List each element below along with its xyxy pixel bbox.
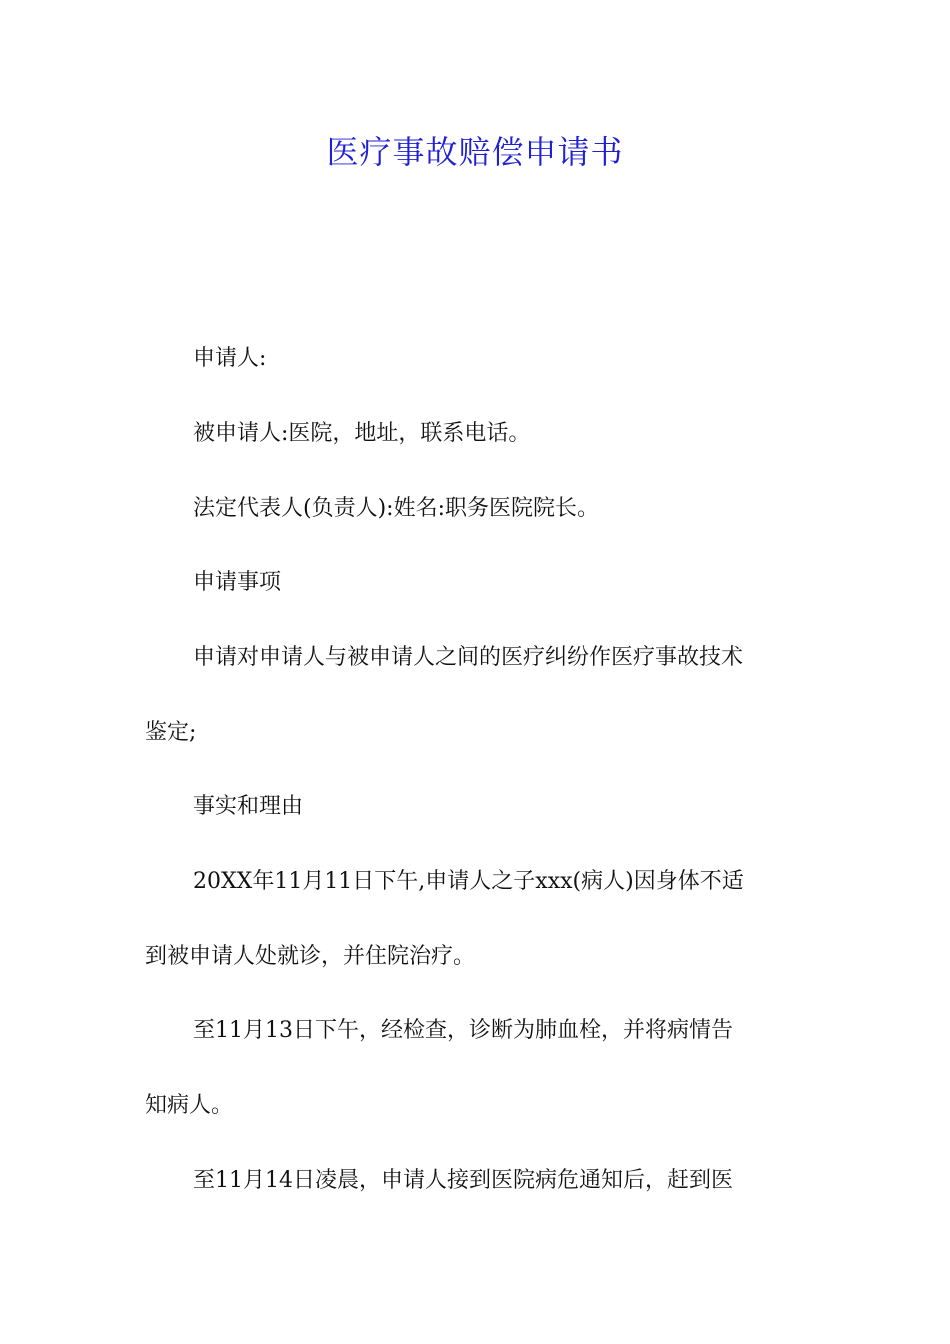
applicant-line: 申请人: [193, 346, 267, 371]
paragraph-line: 知病人。 [145, 1093, 234, 1118]
paragraph-line: 20XX年11月11日下午,申请人之子xxx(病人)因身体不适 [193, 869, 744, 894]
paragraph-line: 至11月13日下午，经检查，诊断为肺血栓，并将病情告 [193, 1018, 733, 1043]
document-title: 医疗事故赔偿申请书 [326, 133, 624, 171]
paragraph-line: 鉴定; [145, 720, 197, 745]
section-heading-request: 申请事项 [193, 570, 282, 595]
paragraph-line: 至11月14日凌晨，申请人接到医院病危通知后，赶到医 [193, 1168, 733, 1193]
paragraph-line: 申请对申请人与被申请人之间的医疗纠纷作医疗事故技术 [193, 645, 744, 670]
respondent-line: 被申请人:医院，地址，联系电话。 [193, 421, 531, 446]
paragraph-line: 到被申请人处就诊，并住院治疗。 [145, 944, 476, 969]
legal-representative-line: 法定代表人(负责人):姓名:职务医院院长。 [193, 496, 599, 521]
section-heading-facts: 事实和理由 [193, 794, 304, 819]
